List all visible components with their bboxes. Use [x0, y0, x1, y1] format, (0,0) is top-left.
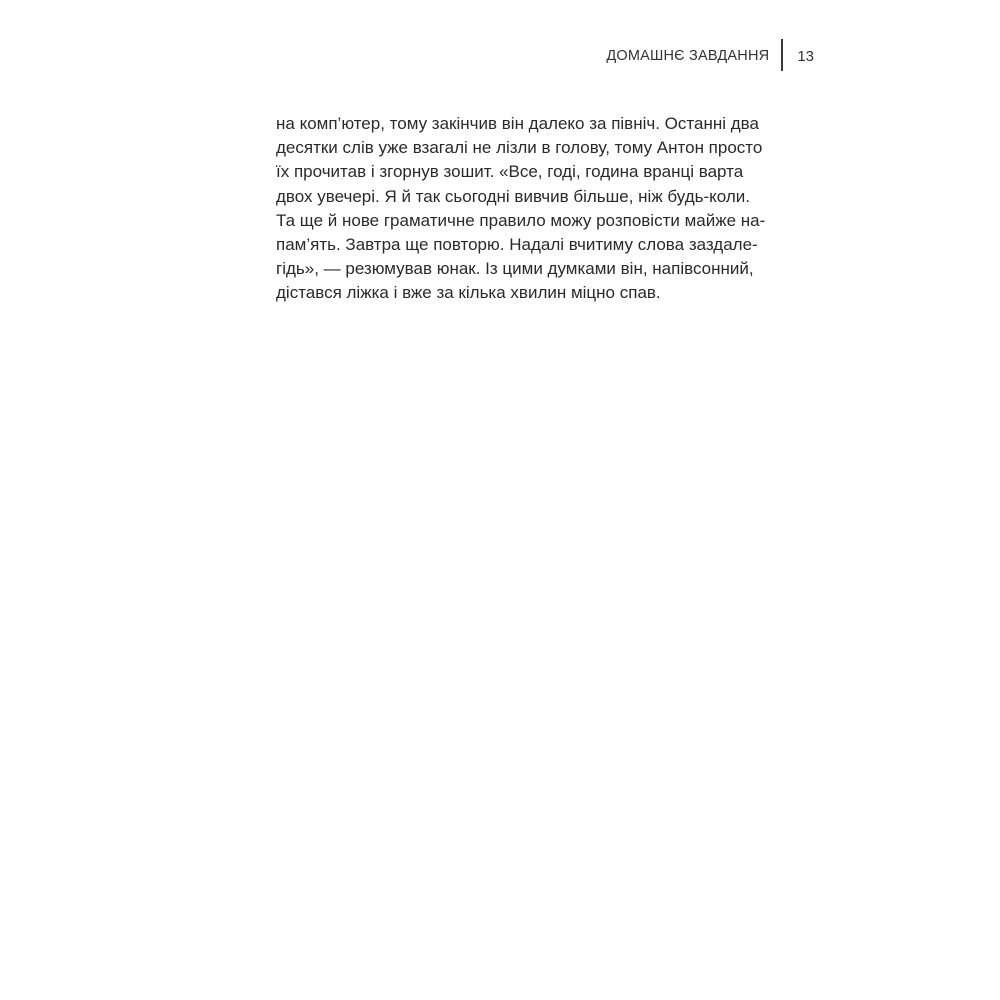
page-number: 13 — [797, 47, 814, 65]
text-line: двох увечері. Я й так сьогодні вивчив більше, ніж будь-коли. — [276, 186, 750, 206]
text-line: на комп’ютер, тому закінчив він далеко за північ. Останні два — [276, 114, 759, 133]
running-header — [606, 40, 814, 70]
text-line: десятки слів уже взагалі не лізли в голову, тому Антон просто — [276, 138, 763, 158]
text-line: Та ще й нове граматичне правило можу розповісти майже на- — [276, 210, 766, 230]
text-line: пам’ять. Завтра ще повторю. Надалі вчитиму слова заздале- — [276, 234, 758, 254]
body-text — [276, 112, 766, 306]
text-line: дістався ліжка і вже за кілька хвилин міцно спав. — [276, 283, 661, 303]
running-title: ДОМАШНЄ ЗАВДАННЯ — [606, 48, 770, 64]
text-line: гідь», — резюмував юнак. Із цими думками він, напівсонний, — [276, 259, 754, 279]
text-line: їх прочитав і згорнув зошит. «Все, годі, година вранці варта — [276, 162, 744, 182]
